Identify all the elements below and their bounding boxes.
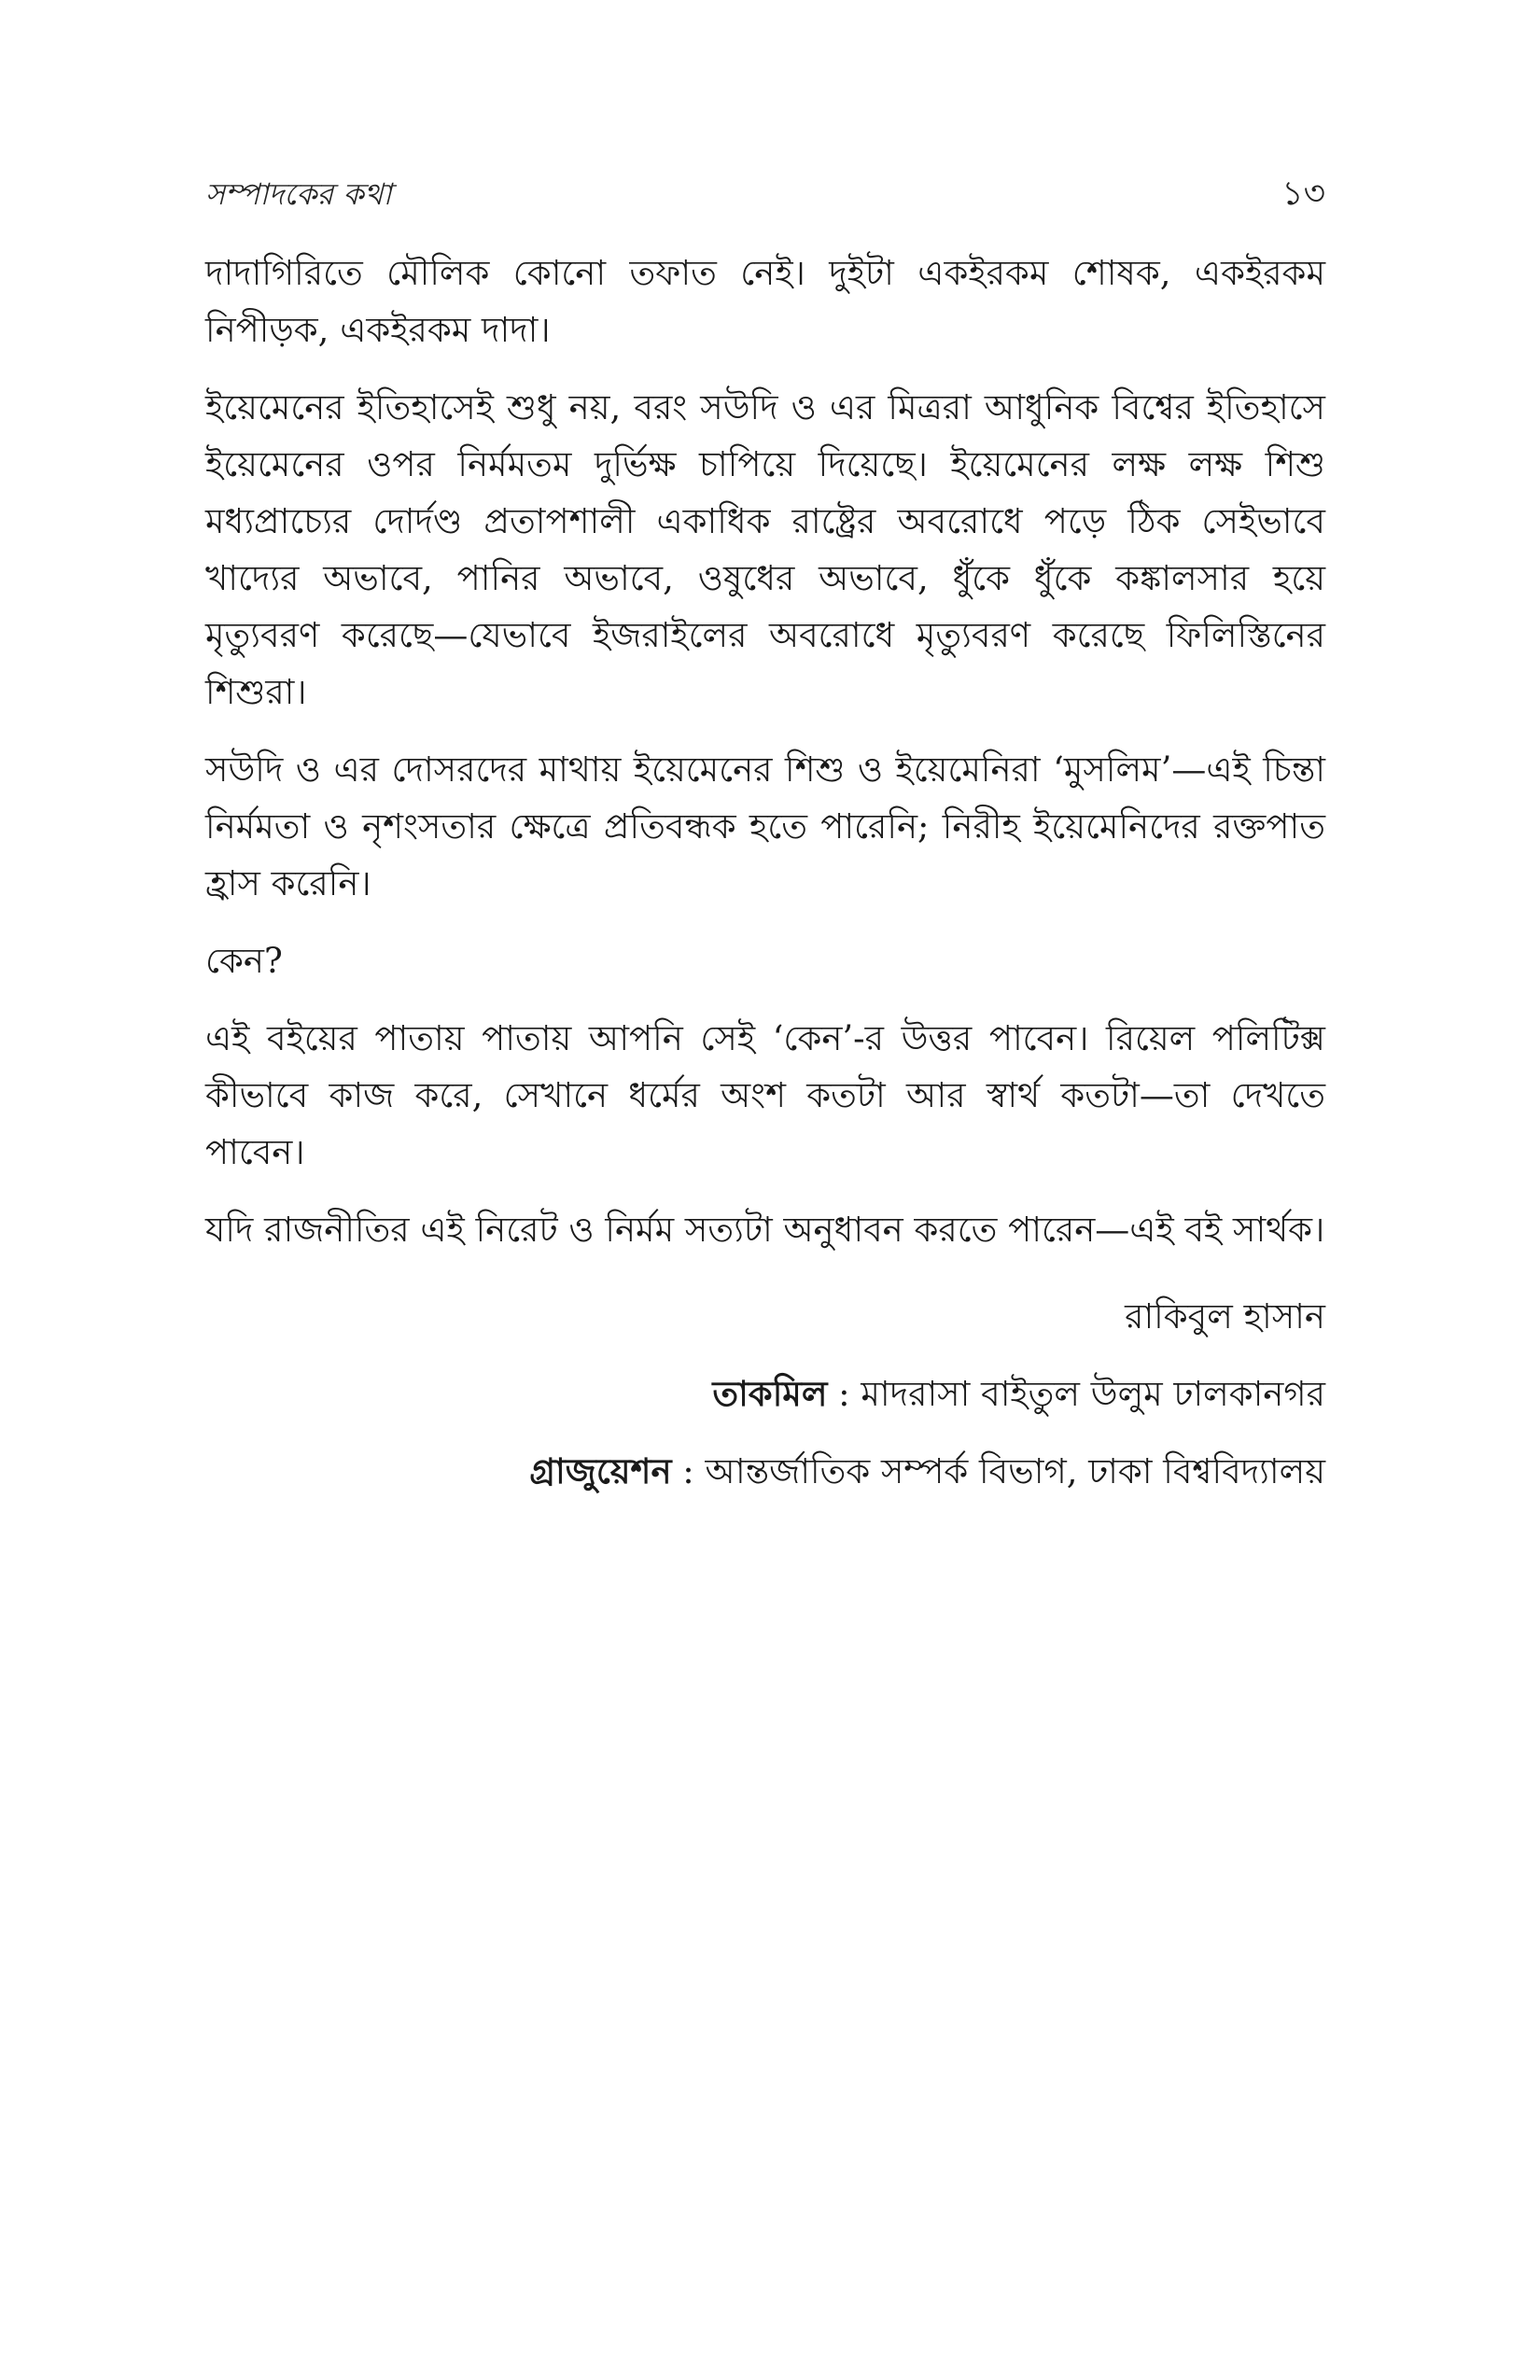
paragraph: এই বইয়ের পাতায় পাতায় আপনি সেই ‘কেন’-র উত্তর পাবেন। রিয়েল পলিটিক্স কীভাবে কাজ করে, সেখানে ধর্মের অংশ কতটা আর স্বার্থ কতটা—তা দেখতে পাবেন।	[205, 1018, 1325, 1172]
graduation-value: : আন্তর্জাতিক সম্পর্ক বিভাগ, ঢাকা বিশ্ববিদ্যালয়	[671, 1451, 1325, 1491]
paragraph: যদি রাজনীতির এই নিরেট ও নির্মম সত্যটা অনুধাবন করতে পারেন—এই বই সার্থক।	[205, 1210, 1325, 1250]
running-header	[205, 168, 1325, 224]
running-header-title: সম্পাদকের কথা	[205, 176, 392, 212]
paragraph: কেন?	[205, 941, 283, 981]
body-text	[205, 245, 1325, 1258]
takmil-label: তাকমিল	[712, 1373, 828, 1414]
paragraph: দাদাগিরিতে মৌলিক কোনো তফাত নেই। দুইটা একইরকম শোষক, একইরকম নিপীড়ক, একইরকম দাদা।	[205, 253, 1325, 350]
takmil-value: : মাদরাসা বাইতুল উলুম ঢালকানগর	[827, 1374, 1325, 1414]
page-number: ১৩	[1281, 175, 1325, 213]
takmil-line	[205, 1355, 1325, 1433]
book-page	[205, 168, 1325, 1510]
paragraph: ইয়েমেনের ইতিহাসেই শুধু নয়, বরং সউদি ও এর মিত্ররা আধুনিক বিশ্বের ইতিহাসে ইয়েমেনের ওপর নির্মমতম দুর্ভিক্ষ চাপিয়ে দিয়েছে। ইয়েমেনের লক্ষ লক্ষ শিশু মধ্যপ্রাচ্যের দোর্দণ্ড প্রতাপশালী একাধিক রাষ্ট্রের অবরোধে পড়ে ঠিক সেইভাবে খাদ্যের অভাবে, পানির অভাবে, ওষুধের অভাবে, ধুঁকে ধুঁকে কঙ্কালসার হয়ে মৃত্যুবরণ করেছে—যেভাবে ইজরাইলের অবরোধে মৃত্যুবরণ করেছে ফিলিস্তিনের শিশুরা।	[205, 387, 1325, 712]
author-name: রাকিবুল হাসান	[1125, 1296, 1325, 1337]
graduation-line	[205, 1433, 1325, 1510]
graduation-label: গ্রাজুয়েশন	[529, 1450, 672, 1491]
paragraph: সউদি ও এর দোসরদের মাথায় ইয়েমেনের শিশু ও ইয়েমেনিরা ‘মুসলিম’—এই চিন্তা নির্মমতা ও নৃশংসতার ক্ষেত্রে প্রতিবন্ধক হতে পারেনি; নিরীহ ইয়েমেনিদের রক্তপাত হ্রাস করেনি।	[205, 749, 1325, 903]
signature-block	[205, 1279, 1325, 1510]
